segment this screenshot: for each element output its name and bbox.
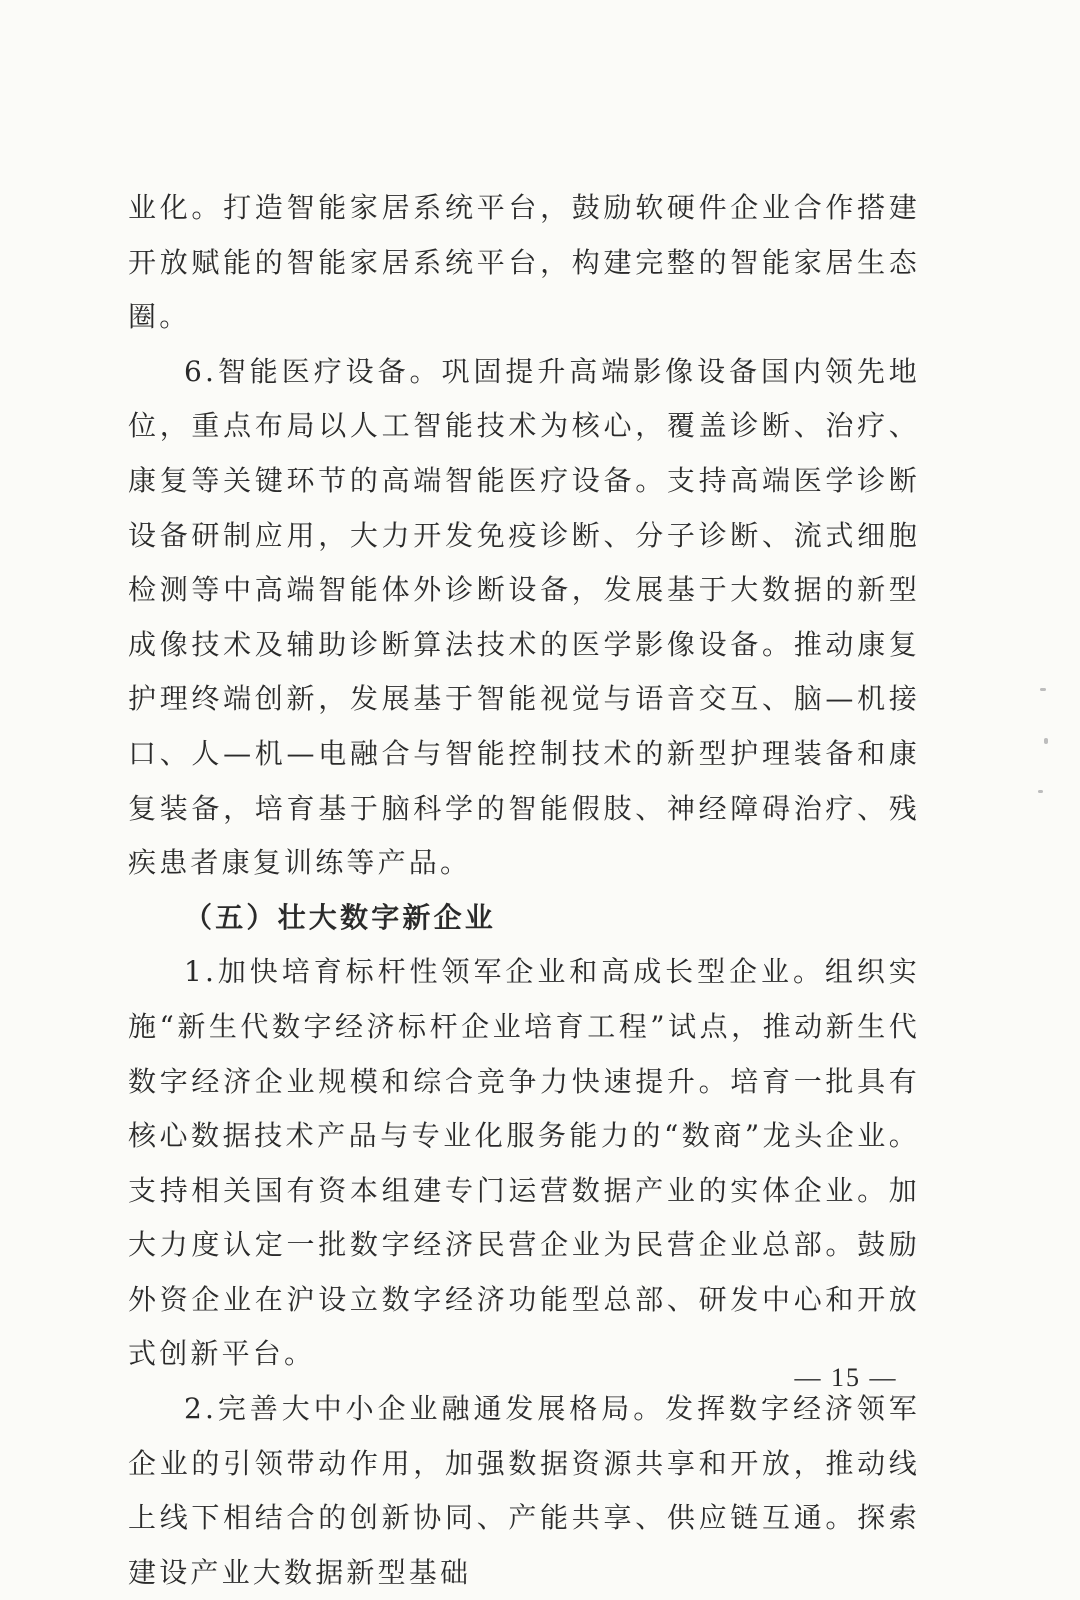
paragraph-continuation: 业化。打造智能家居系统平台，鼓励软硬件企业合作搭建开放赋能的智能家居系统平台，构建完整的智能家居生态圈。	[128, 191, 920, 334]
section-heading: （五）壮大数字新企业	[184, 900, 497, 934]
paragraph-enterprise-integration: 2.完善大中小企业融通发展格局。发挥数字经济领军企业的引领带动作用，加强数据资源共享和开放，推动线上线下相结合的创新协同、产能共享、供应链互通。探索建设产业大数据新型基础	[128, 1392, 920, 1589]
page-number: — 15 —	[794, 1363, 898, 1392]
paragraph-leading-enterprises: 1.加快培育标杆性领军企业和高成长型企业。组织实施“新生代数字经济标杆企业培育工程”试点，推动新生代数字经济企业规模和综合竞争力快速提升。培育一批具有核心数据技术产品与专业化服务能力的“数商”龙头企业。支持相关国有资本组建专门运营数据产业的实体企业。加大力度认定一批数字经济民营企业为民营企业总部。鼓励外资企业在沪设立数字经济功能型总部、研发中心和开放式创新平台。	[128, 955, 920, 1371]
scan-marks	[1034, 680, 1064, 820]
paragraph-smart-medical-devices: 6.智能医疗设备。巩固提升高端影像设备国内领先地位，重点布局以人工智能技术为核心，覆盖诊断、治疗、康复等关键环节的高端智能医疗设备。支持高端医学诊断设备研制应用，大力开发免疫诊断、分子诊断、流式细胞检测等中高端智能体外诊断设备，发展基于大数据的新型成像技术及辅助诊断算法技术的医学影像设备。推动康复护理终端创新，发展基于智能视觉与语音交互、脑—机接口、人—机—电融合与智能控制技术的新型护理装备和康复装备，培育基于脑科学的智能假肢、神经障碍治疗、残疾患者康复训练等产品。	[128, 354, 920, 880]
